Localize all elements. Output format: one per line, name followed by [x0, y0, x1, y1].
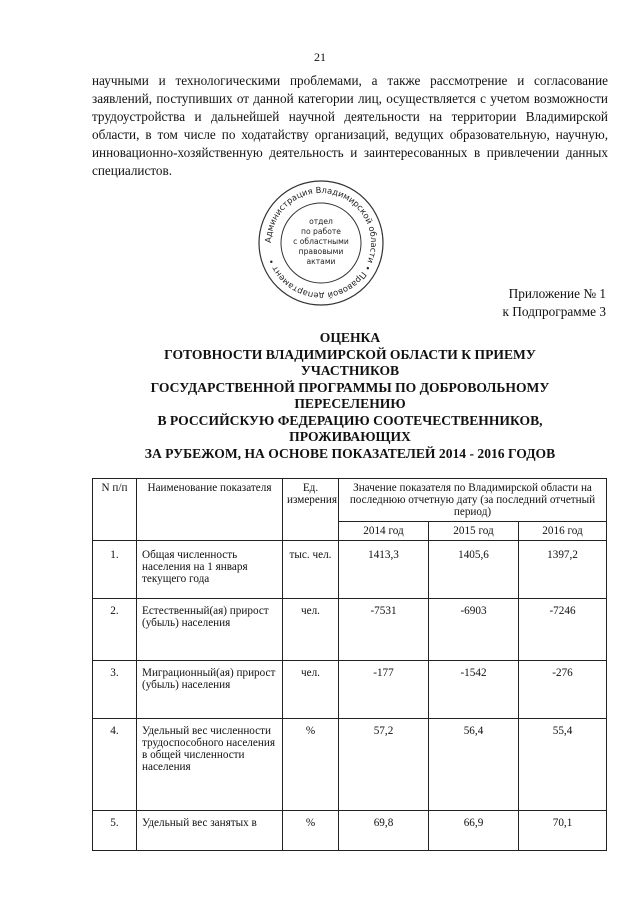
header-year: 2014 год [339, 522, 429, 541]
row-num: 5. [93, 811, 137, 851]
row-num: 3. [93, 661, 137, 719]
row-value-2015: 1405,6 [429, 541, 519, 599]
row-value-2014: 57,2 [339, 719, 429, 811]
row-name: Удельный вес занятых в [137, 811, 283, 851]
table-row [93, 811, 607, 851]
document-title [60, 330, 640, 462]
stamp-ring-text: Администрация Владимирской области • Правовой департамент • [262, 184, 380, 302]
stamp-center-line: отдел [309, 217, 333, 226]
stamp-center-line: с областными [293, 237, 349, 246]
row-unit: чел. [283, 599, 339, 661]
header-year: 2015 год [429, 522, 519, 541]
row-unit: % [283, 811, 339, 851]
row-name: Удельный вес численности трудоспособного населения в общей численности населения [137, 719, 283, 811]
row-value-2016: 1397,2 [519, 541, 607, 599]
title-line: ПЕРЕСЕЛЕНИЮ [294, 396, 406, 411]
table-row [93, 661, 607, 719]
row-value-2014: -177 [339, 661, 429, 719]
row-value-2016: -7246 [519, 599, 607, 661]
row-num: 2. [93, 599, 137, 661]
appendix-line-1: Приложение № 1 [508, 286, 606, 301]
intro-paragraph: научными и технологическими проблемами, а также рассмотрение и согласование заявлений, поступивших от данной категории лиц, осуществляется с учетом возможности трудоустройства и дальнейшей научной деятельности на территории Владимирской области, в том числе по ходатайству организаций, ведущих образовательную, научную, инновационно-хозяйственную деятельность и заинтересованных в привлечении данных специалистов. [92, 73, 608, 178]
title-line: ПРОЖИВАЮЩИХ [289, 429, 411, 444]
table-header-row [93, 479, 607, 522]
row-unit: тыс. чел. [283, 541, 339, 599]
row-name: Общая численность населения на 1 января текущего года [137, 541, 283, 599]
title-line: УЧАСТНИКОВ [300, 363, 400, 378]
row-name: Естественный(ая) прирост (убыль) населения [137, 599, 283, 661]
table-row [93, 541, 607, 599]
indicators-table-wrapper [92, 478, 606, 851]
row-value-2015: -1542 [429, 661, 519, 719]
appendix-note [502, 285, 606, 321]
header-value-group: Значение показателя по Владимирской области на последнюю отчетную дату (за последний отчетный период) [339, 479, 607, 522]
table-row [93, 719, 607, 811]
row-value-2014: 69,8 [339, 811, 429, 851]
row-name: Миграционный(ая) прирост (убыль) населения [137, 661, 283, 719]
stamp-center-line: актами [306, 257, 336, 266]
title-line: ГОТОВНОСТИ ВЛАДИМИРСКОЙ ОБЛАСТИ К ПРИЕМУ [164, 346, 536, 362]
row-value-2015: 56,4 [429, 719, 519, 811]
row-value-2014: 1413,3 [339, 541, 429, 599]
indicators-table [92, 478, 607, 851]
row-value-2015: -6903 [429, 599, 519, 661]
header-unit: Ед. измерения [283, 479, 339, 541]
stamp-center-line: правовыми [298, 247, 344, 256]
row-value-2014: -7531 [339, 599, 429, 661]
row-num: 1. [93, 541, 137, 599]
title-line: В РОССИЙСКУЮ ФЕДЕРАЦИЮ СООТЕЧЕСТВЕННИКОВ, [157, 412, 543, 428]
page-number: 21 [314, 50, 326, 64]
official-stamp [256, 178, 386, 308]
row-value-2016: 70,1 [519, 811, 607, 851]
appendix-line-2: к Подпрограмме 3 [502, 304, 606, 319]
row-unit: чел. [283, 661, 339, 719]
header-year: 2016 год [519, 522, 607, 541]
row-value-2016: 55,4 [519, 719, 607, 811]
stamp-center-line: по работе [301, 227, 341, 236]
row-unit: % [283, 719, 339, 811]
header-name: Наименование показателя [137, 479, 283, 541]
title-line: ГОСУДАРСТВЕННОЙ ПРОГРАММЫ ПО ДОБРОВОЛЬНОМУ [150, 379, 550, 395]
row-value-2016: -276 [519, 661, 607, 719]
title-line: ОЦЕНКА [319, 330, 381, 345]
row-num: 4. [93, 719, 137, 811]
row-value-2015: 66,9 [429, 811, 519, 851]
header-num: N п/п [93, 479, 137, 541]
table-row [93, 599, 607, 661]
title-line: ЗА РУБЕЖОМ, НА ОСНОВЕ ПОКАЗАТЕЛЕЙ 2014 - 2016 ГОДОВ [144, 445, 556, 461]
